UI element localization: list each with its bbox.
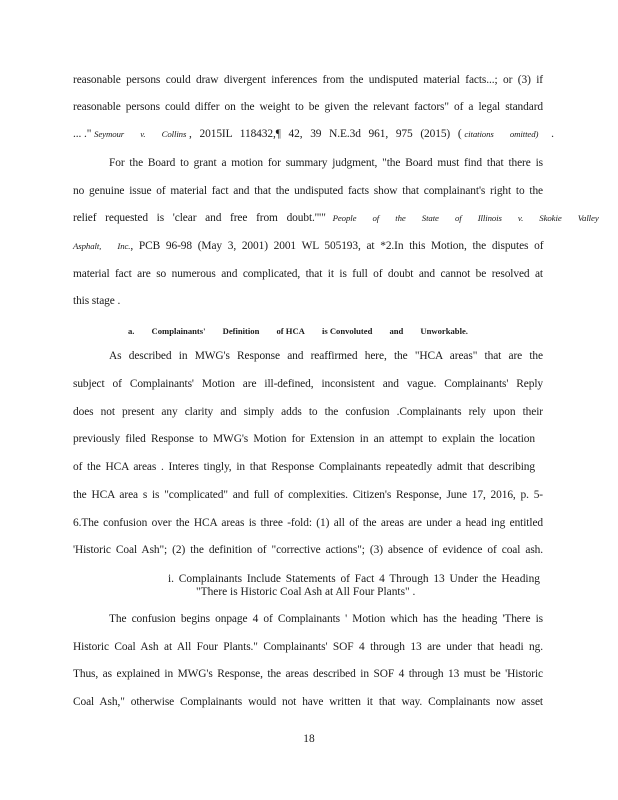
- heading-part: of HCA: [276, 326, 305, 336]
- heading-part: and: [389, 326, 404, 336]
- paragraph-line: Coal Ash," otherwise Complainants would not have written it that way. Complainants now asset: [73, 696, 543, 708]
- case-name: People of the State of Illinois v. Skokie Valley: [332, 213, 599, 223]
- paragraph-line: material fact are so numerous and complicated, that it is full of doubt and cannot be resolved at: [73, 268, 543, 280]
- citation-note: citations omitted): [464, 129, 539, 139]
- text-span: relief requested is 'clear and free from doubt.'"": [73, 212, 326, 224]
- heading-part: Unworkable.: [420, 326, 468, 336]
- paragraph-line: For the Board to grant a motion for summary judgment, "the Board must find that there is: [109, 157, 543, 169]
- paragraph-line: the HCA area s is "complicated" and full of complexities. Citizen's Response, June 17, 2016, p. 5-: [73, 489, 543, 501]
- subsection-heading-i: i. Complainants Include Statements of Fact 4 Through 13 Under the Heading: [168, 573, 540, 585]
- subsection-heading-i-continued: "There is Historic Coal Ash at All Four Plants" .: [196, 586, 416, 598]
- text-span: , 2015IL 118432,¶ 42, 39 N.E.3d 961, 975 (2015) (: [189, 128, 462, 140]
- text-span: .: [551, 128, 554, 140]
- text-span: , PCB 96-98 (May 3, 2001) 2001 WL 505193, at *2.In this Motion, the disputes of: [130, 240, 544, 252]
- heading-part: a.: [128, 326, 135, 336]
- case-name: Asphalt, Inc.: [73, 241, 131, 251]
- page-number: 18: [303, 733, 315, 745]
- paragraph-line: no genuine issue of material fact and that the undisputed facts show that complainant's right to the: [73, 185, 543, 197]
- text-span: ... .": [73, 128, 92, 140]
- paragraph-line: subject of Complainants' Motion are ill-defined, inconsistent and vague. Complainants' Reply: [73, 378, 543, 390]
- paragraph-line: reasonable persons could draw divergent inferences from the undisputed material facts...; or (3) if: [73, 74, 543, 86]
- paragraph-line: this stage .: [73, 295, 121, 307]
- paragraph-line-citation: [73, 211, 599, 225]
- paragraph-line: reasonable persons could differ on the weight to be given the relevant factors" of a legal standard: [73, 101, 543, 113]
- heading-part: Complainants': [151, 326, 206, 336]
- paragraph-line: The confusion begins onpage 4 of Complainants ' Motion which has the heading 'There is: [109, 613, 543, 625]
- paragraph-line: 'Historic Coal Ash"; (2) the definition of "corrective actions"; (3) absence of evidence of coal ash.: [73, 544, 543, 556]
- paragraph-line: Historic Coal Ash at All Four Plants." Complainants' SOF 4 through 13 are under that headi ng.: [73, 641, 543, 653]
- paragraph-line: Thus, as explained in MWG's Response, the areas described in SOF 4 through 13 must be 'Historic: [73, 668, 543, 680]
- paragraph-line: previously filed Response to MWG's Motion for Extension in an attempt to explain the location: [73, 433, 535, 445]
- heading-part: is Convoluted: [321, 326, 373, 336]
- paragraph-line: As described in MWG's Response and reaffirmed here, the "HCA areas" that are the: [109, 350, 543, 362]
- paragraph-line: does not present any clarity and simply adds to the confusion .Complainants rely upon their: [73, 406, 543, 418]
- paragraph-line: of the HCA areas . Interes tingly, in that Response Complainants repeatedly admit that describing: [73, 461, 535, 473]
- section-heading-a: [128, 326, 468, 336]
- heading-part: Definition: [222, 326, 260, 336]
- paragraph-line-citation: [73, 239, 543, 253]
- paragraph-line-citation: [73, 127, 554, 141]
- paragraph-line: 6.The confusion over the HCA areas is three -fold: (1) all of the areas are under a head ing entitled: [73, 517, 543, 529]
- case-name: Seymour v. Collins: [94, 129, 187, 139]
